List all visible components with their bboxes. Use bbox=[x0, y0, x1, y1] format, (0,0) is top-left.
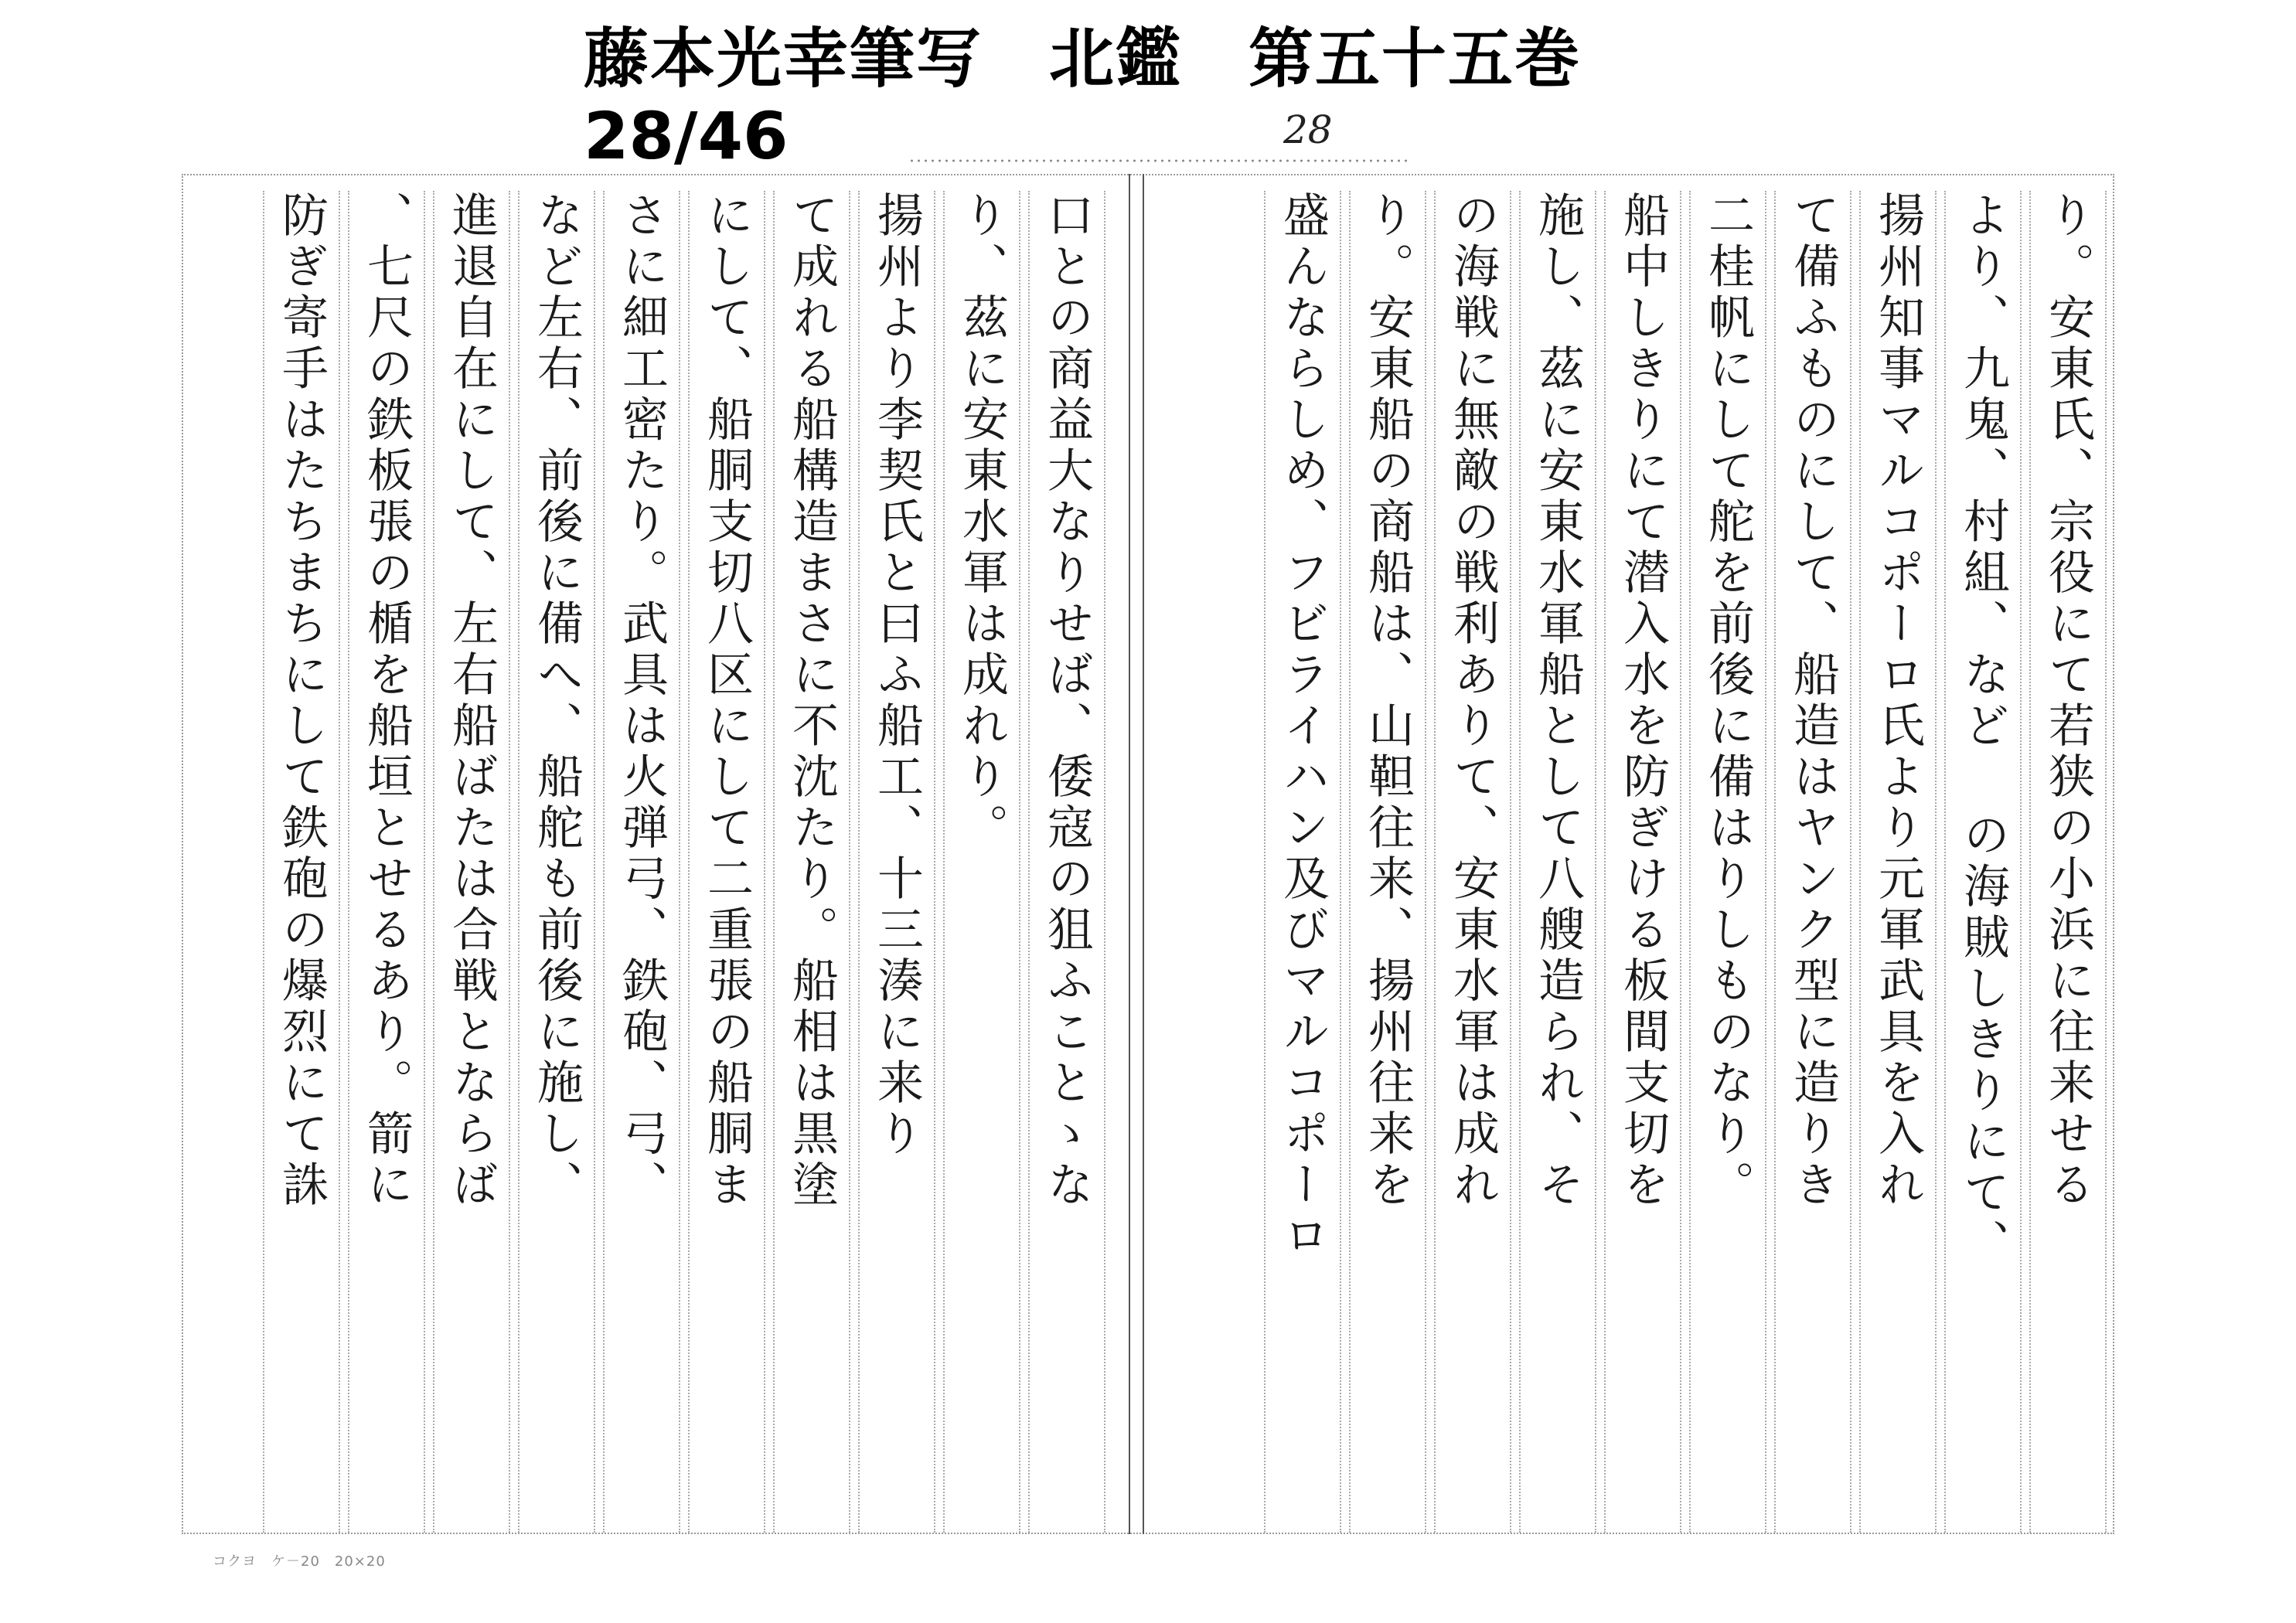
center-fold-line bbox=[1143, 174, 1144, 1534]
text-column bbox=[1434, 191, 1511, 1533]
text-column bbox=[603, 191, 680, 1533]
column-text: 盛んならしめ、フビライハン及びマルコポーロ bbox=[1276, 191, 1330, 1262]
text-column bbox=[1689, 191, 1766, 1533]
column-text: より、九鬼、村組、など の海賊しきりにて、 bbox=[1956, 191, 2010, 1270]
handwritten-page-number: 28 bbox=[1283, 107, 1333, 152]
paper-maker-stamp: コクヨ ケ－20 20×20 bbox=[213, 1553, 386, 1570]
column-text: 、七尺の鉄板張の楯を船垣とせるあり。箭に bbox=[359, 191, 414, 1211]
text-column bbox=[688, 191, 765, 1533]
page-counter: 28/46 bbox=[584, 98, 789, 174]
text-column bbox=[433, 191, 510, 1533]
text-column bbox=[1859, 191, 1937, 1533]
column-text: 船中しきりにて潜入水を防ぎける板間支切を bbox=[1616, 191, 1670, 1211]
dotted-underline bbox=[908, 159, 1411, 162]
column-text: り。安東氏、宗役にて若狭の小浜に往来せる bbox=[2041, 191, 2095, 1211]
text-column bbox=[1604, 191, 1681, 1533]
column-text: り。安東船の商船は、山靼往来、揚州往来を bbox=[1361, 191, 1415, 1211]
center-fold-line bbox=[1129, 174, 1130, 1534]
document-title: 藤本光幸筆写 北鑑 第五十五巻 bbox=[584, 21, 1582, 97]
text-column bbox=[1349, 191, 1426, 1533]
column-text: 二桂帆にして舵を前後に備はりしものなり。 bbox=[1701, 191, 1755, 1211]
text-column bbox=[773, 191, 850, 1533]
text-column bbox=[1774, 191, 1851, 1533]
column-text: 防ぎ寄手はたちまちにして鉄砲の爆烈にて誅 bbox=[274, 191, 329, 1211]
manuscript-sheet bbox=[182, 174, 2114, 1534]
column-text: さに細工密たり。武具は火弾弓、鉄砲、弓、 bbox=[615, 191, 669, 1211]
column-text: り、茲に安東水軍は成れり。 bbox=[955, 191, 1009, 854]
column-text: にして、船胴支切八区にして二重張の船胴ま bbox=[700, 191, 754, 1211]
column-text: の海戦に無敵の戦利ありて、安東水軍は成れ bbox=[1446, 191, 1500, 1211]
column-text: 施し、茲に安東水軍船として八艘造られ、そ bbox=[1531, 191, 1585, 1211]
column-text: など左右、前後に備へ、船舵も前後に施し、 bbox=[530, 191, 584, 1211]
text-column bbox=[263, 191, 340, 1533]
text-column bbox=[858, 191, 935, 1533]
text-column bbox=[1028, 191, 1105, 1533]
text-column bbox=[518, 191, 595, 1533]
column-text: て備ふものにして、船造はヤンク型に造りき bbox=[1786, 191, 1840, 1211]
column-text: 揚州知事マルコポーロ氏より元軍武具を入れ bbox=[1871, 191, 1925, 1211]
text-column bbox=[1519, 191, 1596, 1533]
column-text: 口との商益大なりせば、倭寇の狙ふことゝな bbox=[1040, 191, 1094, 1211]
text-column bbox=[348, 191, 425, 1533]
column-text: て成れる船構造まさに不沈たり。船相は黒塗 bbox=[785, 191, 839, 1211]
column-text: 揚州より李契氏と曰ふ船工、十三湊に来り bbox=[870, 191, 924, 1160]
text-column bbox=[1264, 191, 1341, 1533]
text-column bbox=[1944, 191, 2022, 1533]
column-text: 進退自在にして、左右船ばたは合戦とならば bbox=[445, 191, 499, 1211]
text-column bbox=[2029, 191, 2107, 1533]
text-column bbox=[943, 191, 1020, 1533]
